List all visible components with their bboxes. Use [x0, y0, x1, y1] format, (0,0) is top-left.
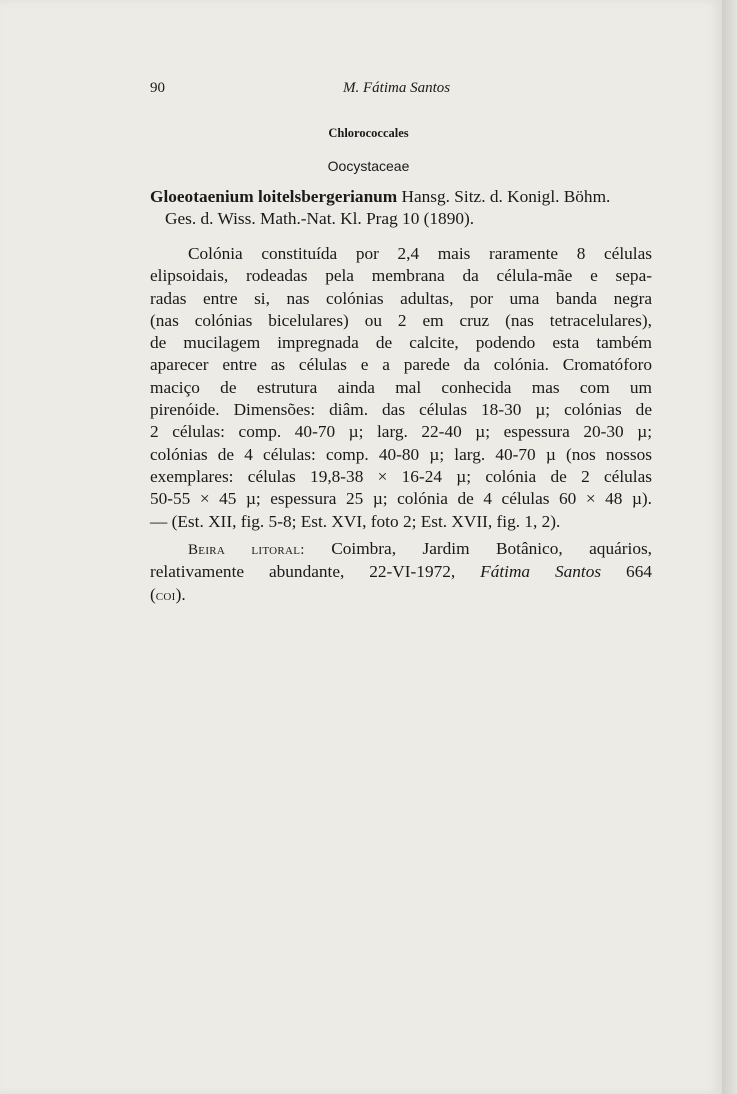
species-description: [150, 243, 652, 533]
description-line: radas entre si, nas colónias adultas, por uma banda negra: [150, 288, 652, 308]
locality-abundance-date: relativamente abundante, 22-VI-1972,: [150, 562, 481, 582]
description-line: elipsoidais, rodeadas pela membrana da célula-mãe e sepa-: [150, 266, 652, 286]
locality-place: Coimbra, Jardim Botânico, aquários,: [304, 539, 653, 558]
family-heading: Oocystaceae: [327, 158, 410, 174]
locality-line-1: [150, 538, 652, 561]
description-line: exemplares: células 19,8-38 × 16-24 µ; colónia de 2 células: [150, 466, 652, 486]
description-line: 2 células: comp. 40-70 µ; larg. 22-40 µ; espessura 20-30 µ;: [150, 422, 652, 442]
citation-part-2: Ges. d. Wiss. Math.-Nat. Kl. Prag 10 (1890).: [165, 209, 475, 229]
description-line: 50-55 × 45 µ; espessura 25 µ; colónia de 4 células 60 × 48 µ).: [150, 489, 652, 509]
locality-line-2: [150, 561, 652, 583]
running-head: M. Fátima Santos: [343, 80, 451, 96]
region-label: Beira litoral:: [188, 542, 305, 558]
description-line: aparecer entre as células e a parede da colónia. Cromatóforo: [150, 355, 652, 375]
herbarium-paren-close: ).: [175, 584, 186, 604]
page-header: [150, 80, 650, 104]
species-name: Gloeotaenium loitelsbergerianum: [150, 187, 398, 206]
description-line: (nas colónias bicelulares) ou 2 em cruz (nas tetracelulares),: [150, 310, 652, 330]
page-number: 90: [150, 80, 165, 96]
citation-part-1: Hansg. Sitz. d. Konigl. Böhm.: [397, 187, 611, 206]
order-heading: Chlorococcales: [328, 126, 409, 140]
collection-number: 664: [601, 562, 652, 582]
herbarium-paren-open: (: [150, 584, 156, 604]
description-line: Colónia constituída por 2,4 mais raramente 8 células: [188, 244, 652, 263]
description-line: de mucilagem impregnada de calcite, podendo esta também: [150, 333, 652, 353]
collector-name: Fátima Santos: [480, 562, 602, 582]
description-line: — (Est. XII, fig. 5-8; Est. XVI, foto 2; Est. XVII, fig. 1, 2).: [150, 511, 561, 531]
species-entry: [150, 186, 652, 231]
locality-record: [150, 538, 652, 607]
species-citation: [150, 186, 652, 231]
description-line: pirenóide. Dimensões: diâm. das células 18-30 µ; colónias de: [150, 400, 652, 420]
locality-line-3: [150, 584, 652, 607]
herbarium-code: coi: [155, 587, 176, 604]
description-line: colónias de 4 células: comp. 40-80 µ; larg. 40-70 µ (nos nossos: [150, 444, 652, 464]
description-line: maciço de estrutura ainda mal conhecida mas com um: [150, 377, 652, 397]
